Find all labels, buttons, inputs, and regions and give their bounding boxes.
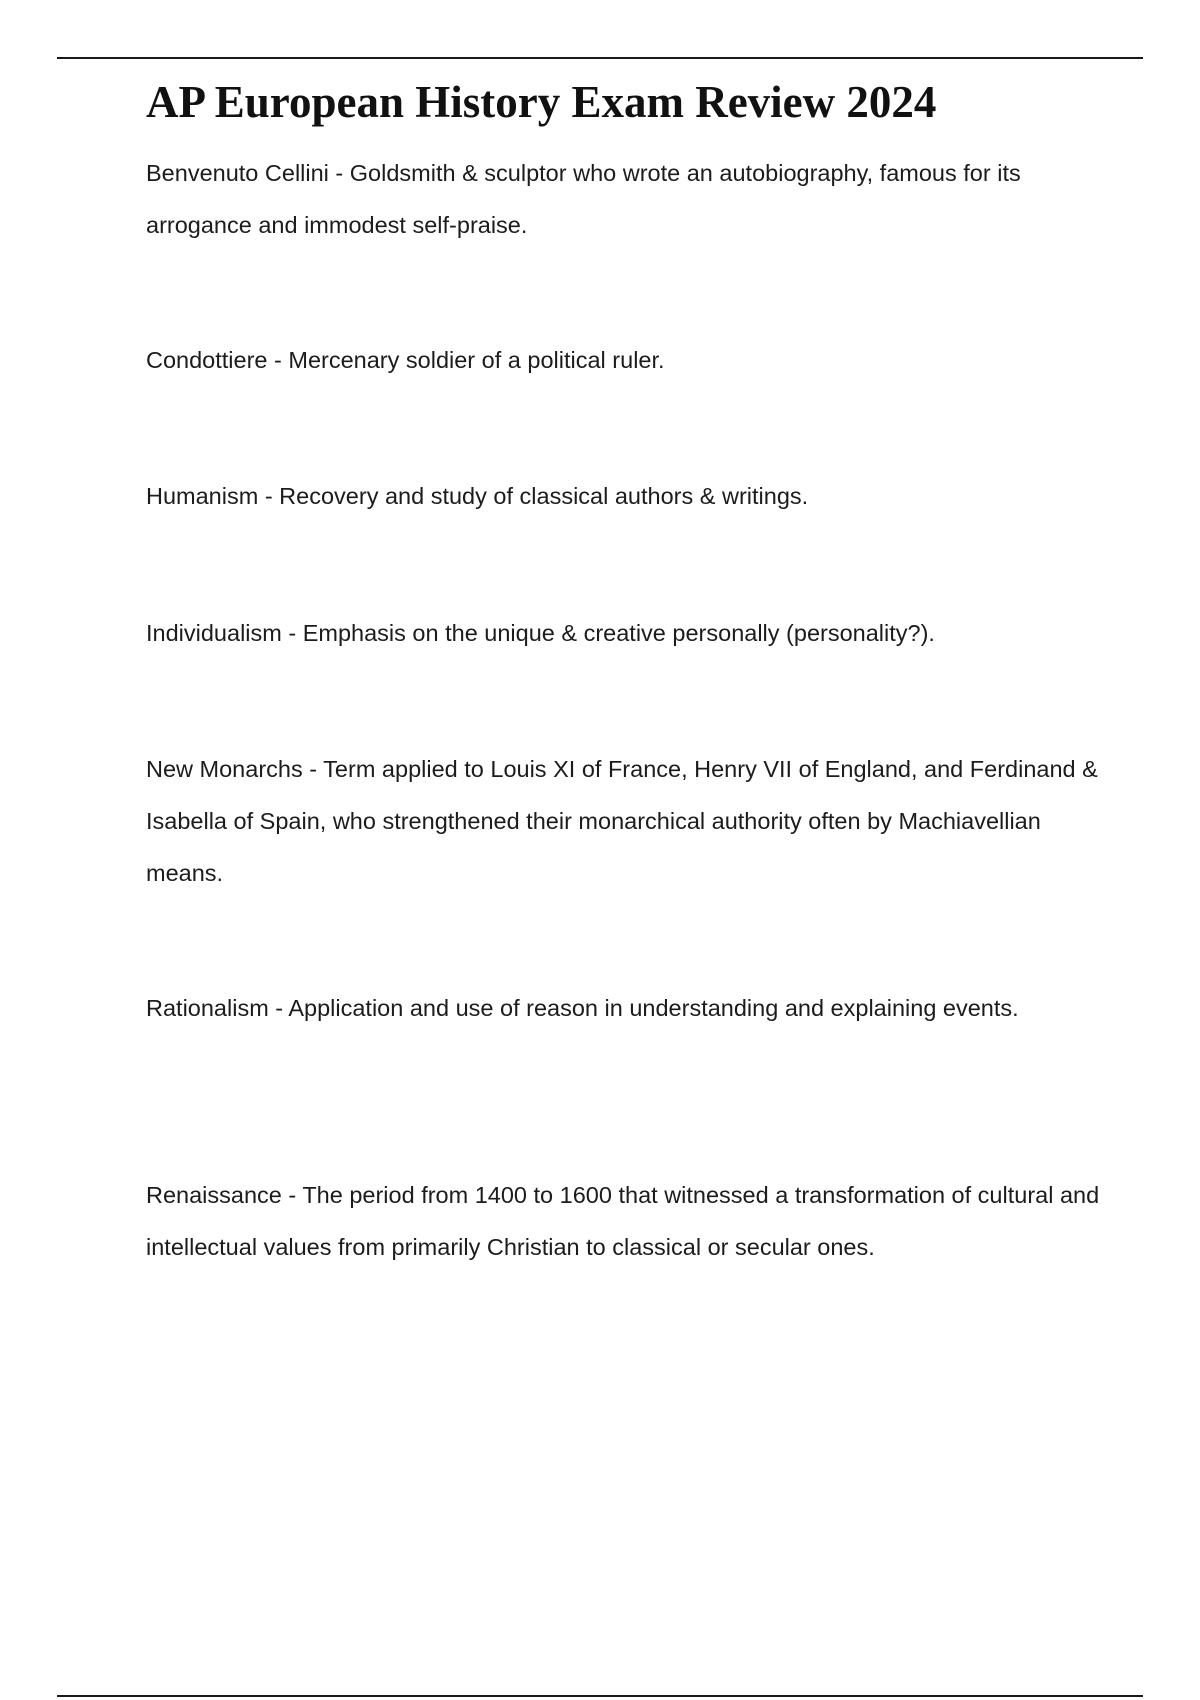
header-divider (57, 57, 1143, 59)
entry-benvenuto-cellini: Benvenuto Cellini - Goldsmith & sculptor who wrote an autobiography, famous for its arrogance and immodest self-praise. (146, 160, 1021, 238)
entry-rationalism: Rationalism - Application and use of reason in understanding and explaining events. (146, 995, 1019, 1021)
footer-divider (57, 1695, 1143, 1697)
entry-renaissance: Renaissance - The period from 1400 to 1600 that witnessed a transformation of cultural and intellectual values from primarily Christian to classical or secular ones. (146, 1182, 1100, 1260)
entry-new-monarchs: New Monarchs - Term applied to Louis XI of France, Henry VII of England, and Ferdinand & Isabella of Spain, who strengthened their monarchical authority often by Machiavellian means. (146, 756, 1098, 886)
entry-humanism: Humanism - Recovery and study of classical authors & writings. (146, 483, 809, 509)
page-title: AP European History Exam Review 2024 (146, 77, 937, 127)
entry-condottiere: Condottiere - Mercenary soldier of a political ruler. (146, 347, 665, 373)
entry-individualism: Individualism - Emphasis on the unique & creative personally (personality?). (146, 620, 935, 646)
